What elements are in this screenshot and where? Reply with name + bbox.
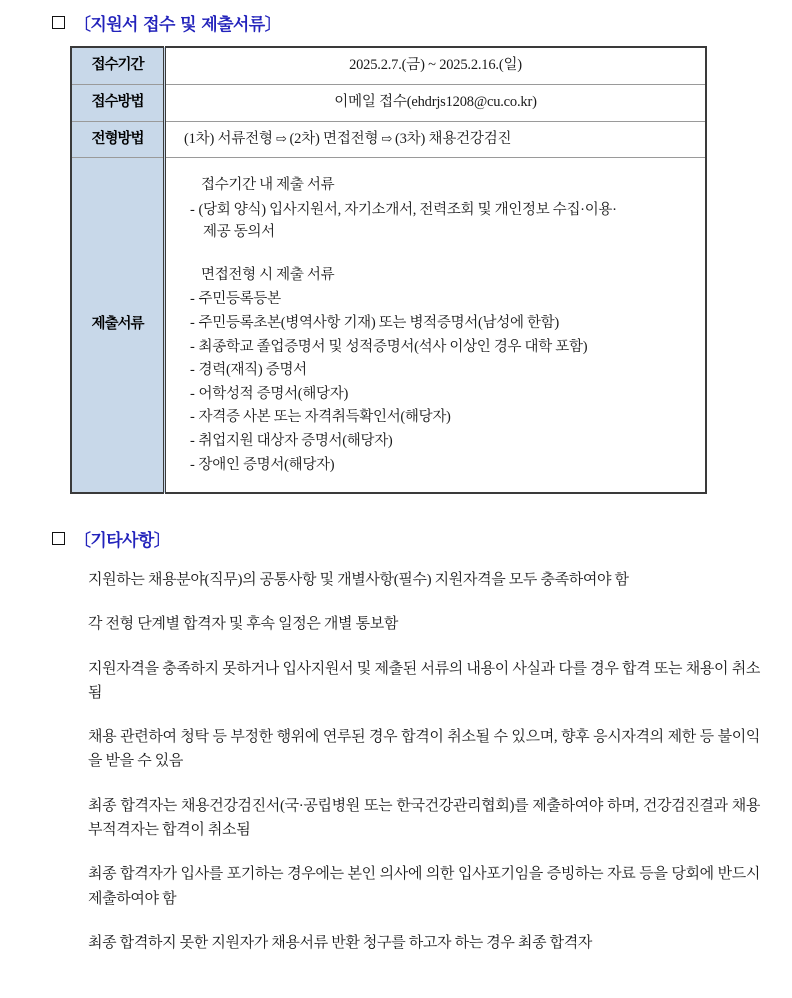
row-label-receipt-method: 접수방법 (71, 84, 165, 121)
row-value-selection-method (165, 121, 707, 158)
documents-group-title: 접수기간 내 제출 서류 (201, 177, 335, 194)
square-outline-bullet-icon (52, 532, 65, 545)
document-item-text: 자격증 사본 또는 자격취득확인서(해당자) (198, 409, 451, 426)
table-row (71, 121, 706, 158)
other-matters-list (88, 568, 760, 955)
document-item-text: 어학성적 증명서(해당자) (198, 385, 348, 402)
document-list-item (190, 454, 695, 477)
document-item-text: 취업지원 대상자 증명서(해당자) (198, 433, 393, 450)
section-title-other-matters: 〔기타사항〕 (74, 531, 171, 551)
document-list-item (190, 312, 695, 335)
section-heading-documents (52, 10, 281, 35)
documents-group-interview (190, 264, 695, 476)
documents-group-title: 면접전형 시 제출 서류 (201, 266, 335, 283)
rightwards-arrow-icon: ⇨ (381, 130, 392, 146)
dash-bullet-icon: - (190, 456, 195, 473)
section-title-documents: 〔지원서 접수 및 제출서류〕 (74, 15, 281, 35)
note-paragraph: 지원자격을 충족하지 못하거나 입사지원서 및 제출된 서류의 내용이 사실과 다를 경우 합격 또는 채용이 취소됨 (88, 660, 760, 701)
dash-bullet-icon: - (190, 385, 195, 402)
row-label-receipt-period: 접수기간 (71, 47, 165, 84)
document-list-item (190, 336, 695, 359)
note-paragraph: 최종 합격자는 채용건강검진서(국·공립병원 또는 한국건강관리협회)를 제출하여야 하며, 건강검진결과 채용 부적격자는 합격이 취소됨 (88, 797, 760, 839)
document-item-text: 경력(재직) 증명서 (198, 362, 307, 379)
note-paragraph: 채용 관련하여 청탁 등 부정한 행위에 연루된 경우 합격이 취소될 수 있으며, 향후 응시자격의 제한 등 불이익을 받을 수 있음 (88, 729, 760, 770)
document-item-text: 주민등록초본(병역사항 기재) 또는 병적증명서(남성에 한함) (198, 315, 559, 332)
section-heading-other-matters (52, 526, 170, 551)
dash-bullet-icon: - (190, 338, 195, 355)
square-outline-bullet-icon (52, 16, 65, 29)
document-item-text: 장애인 증명서(해당자) (198, 456, 335, 473)
row-label-selection-method: 전형방법 (71, 121, 165, 158)
application-info-table (70, 46, 707, 494)
table-row (71, 47, 706, 84)
selection-step-2: (2차) 면접전형 (289, 130, 379, 147)
dash-bullet-icon: - (190, 362, 195, 379)
note-paragraph: 최종 합격자가 입사를 포기하는 경우에는 본인 의사에 의한 입사포기임을 증빙하는 자료 등을 당회에 반드시 제출하여야 함 (88, 866, 760, 907)
table-row (71, 84, 706, 121)
table-row (71, 158, 706, 494)
note-paragraph: 최종 합격하지 못한 지원자가 채용서류 반환 청구를 하고자 하는 경우 최종 합격자 (88, 934, 593, 951)
note-paragraph: 각 전형 단계별 합격자 및 후속 일정은 개별 통보함 (88, 616, 399, 633)
rightwards-arrow-icon: ⇨ (275, 130, 287, 146)
selection-step-3: (3차) 채용건강검진 (394, 130, 512, 147)
selection-step-1: (1차) 서류전형 (184, 130, 273, 147)
documents-group-receipt-period (190, 174, 695, 244)
document-list-item (190, 430, 695, 453)
document-list-item (190, 199, 695, 244)
document-list-item (190, 406, 695, 429)
document-list-item (190, 288, 695, 311)
row-value-submission-documents (165, 158, 707, 494)
row-label-submission-documents: 제출서류 (71, 158, 165, 494)
document-list-item (190, 383, 695, 406)
dash-bullet-icon: - (190, 201, 195, 218)
document-item-text: (당회 양식) 입사지원서, 자기소개서, 전력조회 및 개인정보 수집·이용· (198, 201, 617, 218)
dash-bullet-icon: - (190, 315, 195, 332)
dash-bullet-icon: - (190, 433, 195, 450)
row-value-receipt-method: 이메일 접수(ehdrjs1208@cu.co.kr) (165, 84, 707, 121)
note-paragraph: 지원하는 채용분야(직무)의 공통사항 및 개별사항(필수) 지원자격을 모두 충족하여야 함 (88, 572, 629, 588)
dash-bullet-icon: - (190, 409, 195, 426)
document-item-continuation: 제공 동의서 (203, 224, 275, 241)
document-item-text: 주민등록등본 (198, 291, 281, 308)
document-list-item (190, 359, 695, 382)
dash-bullet-icon: - (190, 291, 195, 308)
row-value-receipt-period: 2025.2.7.(금) ~ 2025.2.16.(일) (165, 47, 707, 84)
document-item-text: 최종학교 졸업증명서 및 성적증명서(석사 이상인 경우 대학 포함) (198, 338, 588, 355)
